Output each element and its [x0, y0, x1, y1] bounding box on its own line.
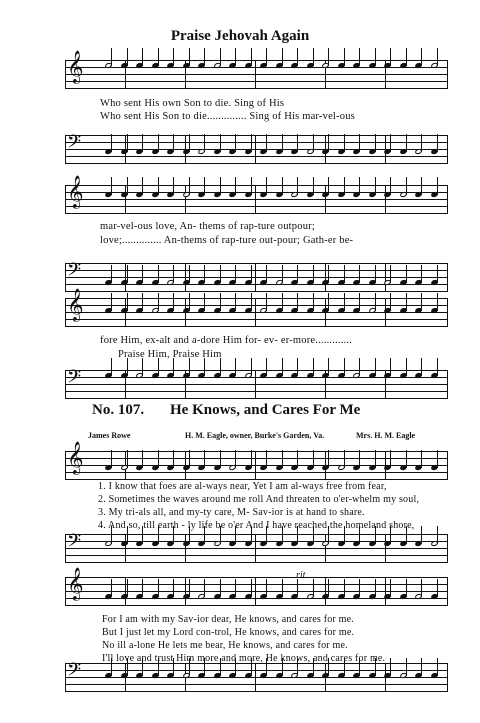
note-stem — [359, 265, 360, 283]
note-stem — [421, 579, 422, 597]
treble-clef-icon: 𝄞 — [67, 290, 84, 321]
note-stem — [173, 48, 174, 66]
note-stem — [328, 358, 329, 376]
note-stem — [359, 177, 360, 195]
bar-line — [447, 298, 448, 326]
note-stem — [297, 177, 298, 195]
treble-clef-icon: 𝄞 — [67, 569, 84, 600]
note-stem — [111, 134, 112, 152]
note-stem — [111, 358, 112, 376]
note-stem — [111, 265, 112, 283]
bar-line — [325, 185, 326, 213]
note-stem — [421, 265, 422, 283]
note-stem — [313, 177, 314, 195]
note-stem — [173, 450, 174, 468]
bar-line — [385, 534, 386, 562]
note-stem — [437, 658, 438, 676]
note-stem — [235, 579, 236, 597]
note-stem — [142, 134, 143, 152]
note-stem — [189, 450, 190, 468]
note-stem — [220, 450, 221, 468]
note-stem — [173, 579, 174, 597]
note-stem — [266, 177, 267, 195]
bar-line — [185, 263, 186, 291]
refrain-line: For I am with my Sav-ior dear, He knows, and cares for me. — [102, 614, 354, 625]
note-stem — [220, 48, 221, 66]
note-stem — [421, 48, 422, 66]
note-stem — [173, 177, 174, 195]
hymn-number: No. 107. — [92, 402, 145, 418]
bass-staff — [65, 366, 448, 398]
note-stem — [297, 293, 298, 311]
note-stem — [313, 48, 314, 66]
note-stem — [235, 48, 236, 66]
note-stem — [251, 579, 252, 597]
bass-staff — [65, 659, 448, 691]
bar-line — [65, 60, 66, 88]
refrain-line: But I just let my Lord con-trol, He knows, and cares for me. — [102, 627, 355, 638]
bar-line — [185, 577, 186, 605]
note-stem — [375, 48, 376, 66]
note-stem — [437, 358, 438, 376]
note-stem — [328, 177, 329, 195]
note-stem — [189, 358, 190, 376]
note-stem — [204, 293, 205, 311]
bar-line — [65, 534, 66, 562]
note-stem — [204, 177, 205, 195]
note-stem — [266, 265, 267, 283]
bass-clef-icon: 𝄢 — [67, 530, 82, 555]
bar-line — [385, 577, 386, 605]
bar-line — [447, 370, 448, 398]
note-stem — [127, 358, 128, 376]
note-stem — [375, 177, 376, 195]
note-stem — [344, 265, 345, 283]
note-stem — [328, 450, 329, 468]
note-stem — [437, 526, 438, 544]
verse-line: 1. I know that foes are al-ways near, Yet I am al-ways free from fear, — [98, 481, 387, 492]
note-stem — [189, 265, 190, 283]
note-stem — [251, 48, 252, 66]
bar-line — [255, 663, 256, 691]
note-stem — [220, 177, 221, 195]
note-stem — [142, 48, 143, 66]
bass-clef-icon: 𝄢 — [67, 659, 82, 684]
note-stem — [375, 450, 376, 468]
note-stem — [421, 134, 422, 152]
bar-line — [65, 663, 66, 691]
owner: H. M. Eagle, owner, Burke's Garden, Va. — [185, 431, 325, 440]
note-stem — [111, 579, 112, 597]
bar-line — [185, 534, 186, 562]
note-stem — [220, 293, 221, 311]
note-stem — [297, 48, 298, 66]
lyric-line: love;.............. An-thems of rap-ture out-pour; Gath-er be- — [100, 235, 354, 246]
note-stem — [127, 265, 128, 283]
note-stem — [235, 293, 236, 311]
verse-line: 2. Sometimes the waves around me roll And threaten to o'er-whelm my soul, — [98, 494, 420, 505]
bass-clef-icon: 𝄢 — [67, 259, 82, 284]
note-stem — [158, 265, 159, 283]
refrain-line: No ill a-lone He lets me bear, He knows, and cares for me. — [102, 640, 348, 651]
note-stem — [127, 177, 128, 195]
note-stem — [251, 265, 252, 283]
note-stem — [266, 358, 267, 376]
note-stem — [189, 48, 190, 66]
note-stem — [359, 450, 360, 468]
note-stem — [375, 134, 376, 152]
bar-line — [447, 451, 448, 479]
note-stem — [127, 293, 128, 311]
bar-line — [255, 577, 256, 605]
lyric-line: fore Him, ex-alt and a-dore Him for- ev- er-more............. — [100, 335, 353, 346]
composer: Mrs. H. M. Eagle — [356, 431, 416, 440]
treble-staff — [65, 52, 448, 88]
note-stem — [328, 293, 329, 311]
note-stem — [297, 134, 298, 152]
treble-staff — [65, 290, 448, 326]
note-stem — [328, 579, 329, 597]
treble-clef-icon: 𝄞 — [67, 443, 84, 474]
bar-line — [255, 135, 256, 163]
note-stem — [375, 579, 376, 597]
bar-line — [65, 263, 66, 291]
note-stem — [251, 134, 252, 152]
note-stem — [390, 658, 391, 676]
note-stem — [204, 450, 205, 468]
bar-line — [447, 534, 448, 562]
note-stem — [282, 293, 283, 311]
note-stem — [359, 48, 360, 66]
note-stem — [359, 293, 360, 311]
note-stem — [390, 450, 391, 468]
note-stem — [390, 134, 391, 152]
note-stem — [158, 293, 159, 311]
bar-line — [65, 185, 66, 213]
note-stem — [328, 134, 329, 152]
note-stem — [282, 48, 283, 66]
bar-line — [447, 263, 448, 291]
note-stem — [406, 293, 407, 311]
note-stem — [297, 358, 298, 376]
note-stem — [189, 177, 190, 195]
note-stem — [313, 293, 314, 311]
note-stem — [127, 134, 128, 152]
note-stem — [282, 265, 283, 283]
note-stem — [220, 358, 221, 376]
note-stem — [390, 265, 391, 283]
note-stem — [359, 134, 360, 152]
note-stem — [437, 293, 438, 311]
note-stem — [142, 450, 143, 468]
note-stem — [266, 579, 267, 597]
bar-line — [255, 370, 256, 398]
note-stem — [266, 48, 267, 66]
bar-line — [255, 263, 256, 291]
ritardando-mark: rit. — [296, 570, 308, 581]
note-stem — [142, 579, 143, 597]
note-stem — [204, 579, 205, 597]
bar-line — [185, 185, 186, 213]
bass-staff — [65, 131, 448, 163]
note-stem — [235, 134, 236, 152]
note-stem — [189, 134, 190, 152]
note-stem — [313, 450, 314, 468]
note-stem — [390, 579, 391, 597]
note-stem — [313, 579, 314, 597]
note-stem — [235, 265, 236, 283]
bar-line — [65, 298, 66, 326]
note-stem — [328, 265, 329, 283]
treble-clef-icon: 𝄞 — [67, 52, 84, 83]
bar-line — [325, 577, 326, 605]
note-stem — [344, 177, 345, 195]
note-stem — [282, 450, 283, 468]
note-stem — [251, 293, 252, 311]
note-stem — [189, 579, 190, 597]
note-stem — [406, 358, 407, 376]
note-stem — [282, 358, 283, 376]
note-stem — [142, 177, 143, 195]
note-stem — [220, 579, 221, 597]
note-stem — [173, 265, 174, 283]
note-stem — [390, 177, 391, 195]
note-stem — [235, 358, 236, 376]
lyric-line: mar-vel-ous love, An- thems of rap-ture outpour; — [100, 221, 315, 232]
note-stem — [437, 450, 438, 468]
note-stem — [158, 48, 159, 66]
bass-staff — [65, 530, 448, 562]
note-stem — [142, 293, 143, 311]
note-stem — [421, 358, 422, 376]
note-stem — [282, 579, 283, 597]
note-stem — [313, 358, 314, 376]
verse-line: 4. And so, till earth - ly life be o'er And I have reached the homeland shore, — [98, 520, 415, 531]
note-stem — [189, 293, 190, 311]
bar-line — [447, 60, 448, 88]
bar-line — [65, 135, 66, 163]
note-stem — [111, 450, 112, 468]
note-stem — [235, 450, 236, 468]
note-stem — [127, 579, 128, 597]
bass-staff — [65, 259, 448, 291]
note-stem — [220, 265, 221, 283]
note-stem — [142, 358, 143, 376]
note-stem — [158, 579, 159, 597]
note-stem — [437, 177, 438, 195]
note-stem — [158, 134, 159, 152]
note-stem — [406, 265, 407, 283]
bar-line — [65, 577, 66, 605]
note-stem — [359, 579, 360, 597]
note-stem — [204, 48, 205, 66]
note-stem — [437, 265, 438, 283]
note-stem — [375, 358, 376, 376]
note-stem — [390, 48, 391, 66]
note-stem — [421, 293, 422, 311]
bar-line — [447, 577, 448, 605]
note-stem — [251, 358, 252, 376]
bar-line — [65, 451, 66, 479]
verse-line: 3. My tri-als all, and my-ty care, M- Sav-ior is at hand to share. — [98, 507, 365, 518]
note-stem — [251, 450, 252, 468]
lyricist: James Rowe — [88, 431, 131, 440]
note-stem — [406, 579, 407, 597]
bar-line — [385, 263, 386, 291]
bar-line — [447, 663, 448, 691]
note-stem — [158, 358, 159, 376]
note-stem — [158, 177, 159, 195]
note-stem — [266, 293, 267, 311]
bar-line — [385, 185, 386, 213]
note-stem — [344, 579, 345, 597]
bar-line — [255, 534, 256, 562]
bar-line — [325, 263, 326, 291]
note-stem — [406, 177, 407, 195]
note-stem — [204, 358, 205, 376]
note-stem — [437, 48, 438, 66]
note-stem — [375, 293, 376, 311]
note-stem — [421, 177, 422, 195]
note-stem — [111, 293, 112, 311]
note-stem — [266, 450, 267, 468]
note-stem — [406, 134, 407, 152]
note-stem — [173, 358, 174, 376]
note-stem — [390, 293, 391, 311]
note-stem — [173, 293, 174, 311]
bar-line — [447, 135, 448, 163]
note-stem — [235, 177, 236, 195]
bar-line — [65, 370, 66, 398]
bar-line — [255, 298, 256, 326]
treble-staff — [65, 177, 448, 213]
note-stem — [173, 134, 174, 152]
note-stem — [127, 48, 128, 66]
note-stem — [375, 265, 376, 283]
hymn-title: Praise Jehovah Again — [170, 28, 310, 44]
note-stem — [344, 293, 345, 311]
note-stem — [421, 658, 422, 676]
lyric-line: Who sent His own Son to die. Sing of His — [100, 98, 285, 109]
bass-clef-icon: 𝄢 — [67, 366, 82, 391]
note-stem — [406, 450, 407, 468]
note-stem — [111, 177, 112, 195]
note-stem — [390, 358, 391, 376]
note-stem — [204, 134, 205, 152]
lyric-line: Who sent His Son to die.............. Sing of His mar-vel-ous — [100, 111, 355, 122]
treble-clef-icon: 𝄞 — [67, 177, 84, 208]
bar-line — [325, 534, 326, 562]
note-stem — [344, 48, 345, 66]
note-stem — [406, 658, 407, 676]
note-stem — [127, 450, 128, 468]
note-stem — [142, 265, 143, 283]
note-stem — [359, 358, 360, 376]
note-stem — [204, 265, 205, 283]
treble-staff — [65, 443, 448, 479]
bar-line — [255, 185, 256, 213]
note-stem — [266, 134, 267, 152]
note-stem — [344, 450, 345, 468]
bass-clef-icon: 𝄢 — [67, 131, 82, 156]
note-stem — [313, 134, 314, 152]
bar-line — [447, 185, 448, 213]
bar-line — [255, 451, 256, 479]
note-stem — [282, 177, 283, 195]
note-stem — [421, 450, 422, 468]
note-stem — [406, 48, 407, 66]
note-stem — [297, 450, 298, 468]
note-stem — [111, 48, 112, 66]
note-stem — [282, 134, 283, 152]
note-stem — [421, 526, 422, 544]
bar-line — [255, 60, 256, 88]
note-stem — [328, 48, 329, 66]
note-stem — [297, 265, 298, 283]
note-stem — [344, 358, 345, 376]
note-stem — [437, 579, 438, 597]
refrain-line: I'll love and trust Him more and more, He knows, and cares for me. — [102, 653, 386, 664]
lyric-line: Praise Him, Praise Him — [118, 349, 222, 360]
hymn-title: He Knows, and Cares For Me — [170, 402, 361, 418]
note-stem — [158, 450, 159, 468]
note-stem — [437, 134, 438, 152]
note-stem — [297, 579, 298, 597]
note-stem — [220, 134, 221, 152]
note-stem — [313, 265, 314, 283]
note-stem — [251, 177, 252, 195]
note-stem — [344, 134, 345, 152]
